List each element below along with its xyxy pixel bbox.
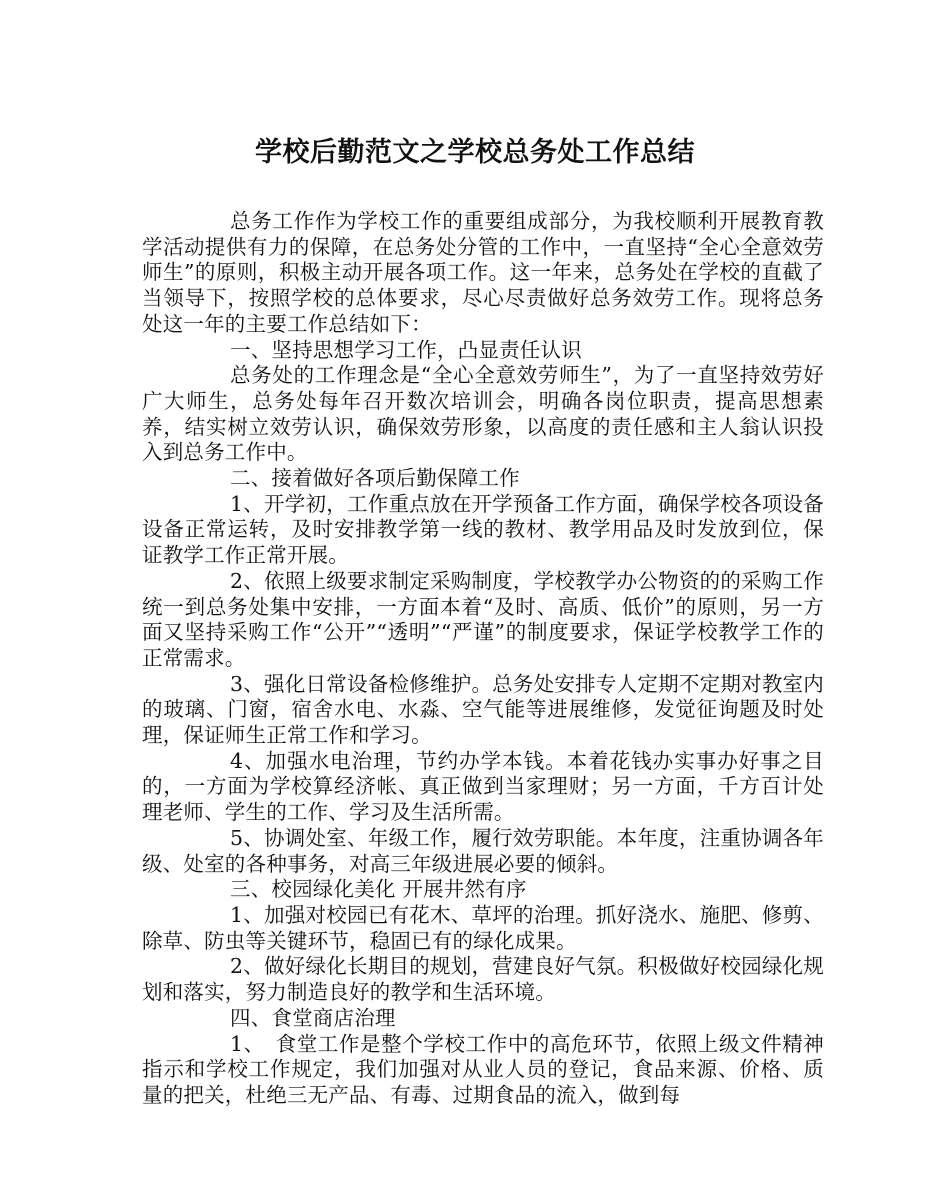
section-heading-1: 一、坚持思想学习工作，凸显责任认识 — [230, 337, 582, 362]
document-title: 学校后勤范文之学校总务处工作总结 — [255, 137, 695, 168]
list-item: 1、 食堂工作是整个学校工作中的高危环节，依照上级文件精神指示和学校工作规定，我们加强对从业人员的登记，食品来源、价格、质量的把关，杜绝三无产品、有毒、过期食品的流入，做到每 — [142, 1031, 824, 1107]
list-item: 5、协调处室、年级工作，履行效劳职能。本年度，注重协调各年级、处室的各种事务，对高三年级进展必要的倾斜。 — [142, 825, 824, 876]
paragraph: 总务处的工作理念是“全心全意效劳师生”，为了一直坚持效劳好广大师生，总务处每年召开数次培训会，明确各岗位职责，提高思想素养，结实树立效劳认识，确保效劳形象，以高度的责任感和主人翁认识投入到总务工作中。 — [142, 363, 824, 465]
list-item: 2、依照上级要求制定采购制度，学校教学办公物资的的采购工作统一到总务处集中安排，一方面本着“及时、高质、低价”的原则，另一方面又坚持采购工作“公开”“透明”“严谨”的制度要求，保证学校教学工作的正常需求。 — [142, 568, 824, 670]
section-heading-4: 四、食堂商店治理 — [230, 1005, 396, 1030]
document-body — [142, 209, 824, 1109]
section-heading-2: 二、接着做好各项后勤保障工作 — [230, 466, 520, 491]
list-item: 4、加强水电治理，节约办学本钱。本着花钱办实事办好事之目的，一方面为学校算经济帐、真正做到当家理财；另一方面，千方百计处理老师、学生的工作、学习及生活所需。 — [142, 748, 824, 825]
list-item: 3、强化日常设备检修维护。总务处安排专人定期不定期对教室内的玻璃、门窗，宿舍水电、水淼、空气能等进展维修，发觉征询题及时处理，保证师生正常工作和学习。 — [142, 671, 824, 748]
list-item: 1、加强对校园已有花木、草坪的治理。抓好浇水、施肥、修剪、除草、防虫等关键环节，稳固已有的绿化成果。 — [142, 902, 824, 953]
list-item: 1、开学初，工作重点放在开学预备工作方面，确保学校各项设备设备正常运转，及时安排教学第一线的教材、教学用品及时发放到位，保证教学工作正常开展。 — [142, 491, 824, 568]
section-heading-3: 三、校园绿化美化 开展井然有序 — [230, 877, 527, 902]
paragraph-intro: 总务工作作为学校工作的重要组成部分，为我校顺利开展教育教学活动提供有力的保障，在总务处分管的工作中，一直坚持“全心全意效劳师生”的原则，积极主动开展各项工作。这一年来，总务处在学校的直截了当领导下，按照学校的总体要求，尽心尽责做好总务效劳工作。现将总务处这一年的主要工作总结如下： — [142, 209, 824, 336]
list-item: 2、做好绿化长期目的规划，营建良好气氛。积极做好校园绿化规划和落实，努力制造良好的教学和生活环境。 — [142, 954, 824, 1005]
